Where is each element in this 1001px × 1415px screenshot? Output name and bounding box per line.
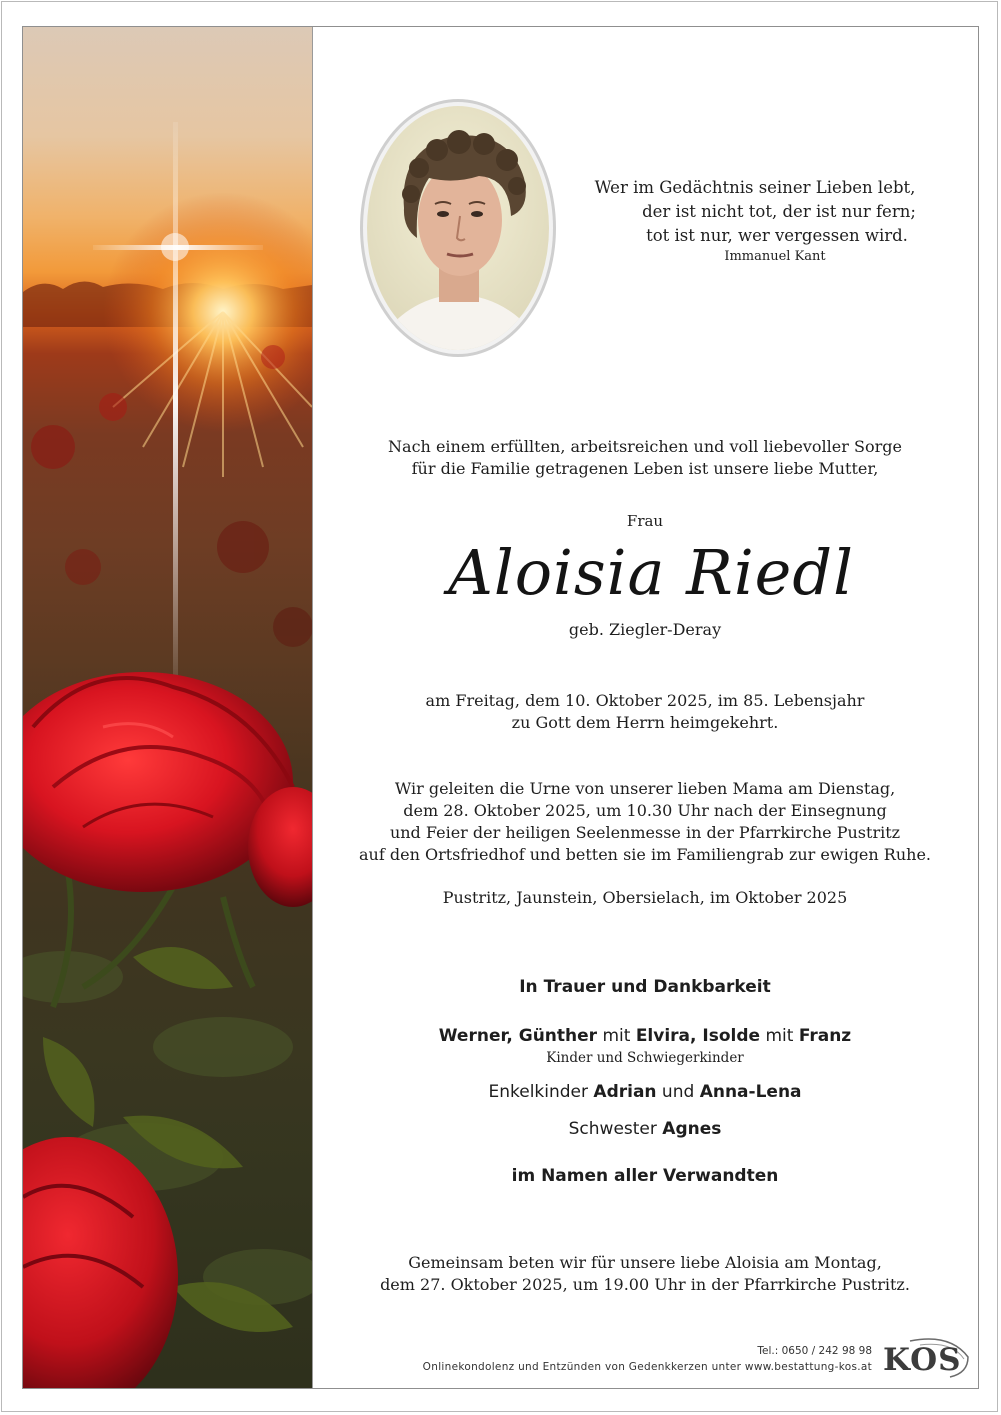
panel-divider <box>312 27 313 1388</box>
intro-line-2: für die Familie getragenen Leben ist unsere liebe Mutter, <box>411 459 879 478</box>
quote-line-3: tot ist nur, wer vergessen wird. <box>646 226 908 245</box>
grandchildren-line <box>330 1082 960 1102</box>
funeral-details <box>330 778 960 866</box>
quote-line-1: Wer im Gedächtnis seiner Lieben lebt, <box>594 178 916 197</box>
death-line-2: zu Gott dem Herrn heimgekehrt. <box>511 713 779 732</box>
footer-phone: Tel.: 0650 / 242 98 98 <box>757 1345 872 1357</box>
rose-sunset-cross-image <box>23 27 312 1388</box>
portrait-image <box>359 98 557 358</box>
honorific: Frau <box>626 512 664 530</box>
grandchildren-prefix: Enkelkinder <box>488 1082 594 1102</box>
quote-author: Immanuel Kant <box>724 249 826 264</box>
footer-condolence-note: Onlinekondolenz und Entzünden von Gedenkkerzen unter www.bestattung-kos.at <box>422 1361 872 1373</box>
funeral-line-4: auf den Ortsfriedhof und betten sie im Familiengrab zur ewigen Ruhe. <box>359 845 931 864</box>
children-names-3: Franz <box>798 1026 852 1046</box>
children-names-2: Elvira, Isolde <box>635 1026 761 1046</box>
prayer-line-2: dem 27. Oktober 2025, um 19.00 Uhr in der Pfarrkirche Pustritz. <box>380 1275 910 1294</box>
connector-mit-2: mit <box>760 1026 799 1046</box>
maiden-name: geb. Ziegler-Deray <box>568 620 722 639</box>
connector-mit-1: mit <box>597 1026 636 1046</box>
funeral-line-1: Wir geleiten die Urne von unserer lieben Mama am Dienstag, <box>394 779 896 798</box>
quote-line-2: der ist nicht tot, der ist nur fern; <box>642 202 916 221</box>
children-caption: Kinder und Schwiegerkinder <box>546 1050 744 1066</box>
place-date: Pustritz, Jaunstein, Obersielach, im Oktober 2025 <box>442 888 848 907</box>
intro-line-1: Nach einem erfüllten, arbeitsreichen und voll liebevoller Sorge <box>388 437 902 456</box>
intro-text <box>330 436 960 480</box>
deceased-name: Aloisia Riedl <box>448 536 854 609</box>
quote-block <box>560 176 950 266</box>
grandchild-name-1: Adrian <box>593 1082 657 1102</box>
connector-und: und <box>656 1082 700 1102</box>
funeral-line-2: dem 28. Oktober 2025, um 10.30 Uhr nach der Einsegnung <box>403 801 887 820</box>
prayer-notice <box>330 1252 960 1296</box>
mourning-heading: In Trauer und Dankbarkeit <box>519 977 771 997</box>
sister-name: Agnes <box>662 1119 722 1139</box>
children-names-1: Werner, Günther <box>438 1026 598 1046</box>
death-line-1: am Freitag, dem 10. Oktober 2025, im 85. Lebensjahr <box>425 691 865 710</box>
prayer-line-1: Gemeinsam beten wir für unsere liebe Aloisia am Montag, <box>408 1253 882 1272</box>
portrait-photo <box>359 98 557 358</box>
all-relatives-line: im Namen aller Verwandten <box>511 1166 779 1186</box>
children-line <box>330 1026 960 1046</box>
grandchild-name-2: Anna-Lena <box>699 1082 802 1102</box>
sister-prefix: Schwester <box>568 1119 663 1139</box>
death-notice <box>330 690 960 734</box>
rose-large <box>23 672 312 907</box>
side-illustration <box>23 27 312 1388</box>
funeral-line-3: und Feier der heiligen Seelenmesse in der Pfarrkirche Pustritz <box>389 823 901 842</box>
logo-text: KOS <box>883 1342 962 1378</box>
sister-line <box>330 1119 960 1139</box>
